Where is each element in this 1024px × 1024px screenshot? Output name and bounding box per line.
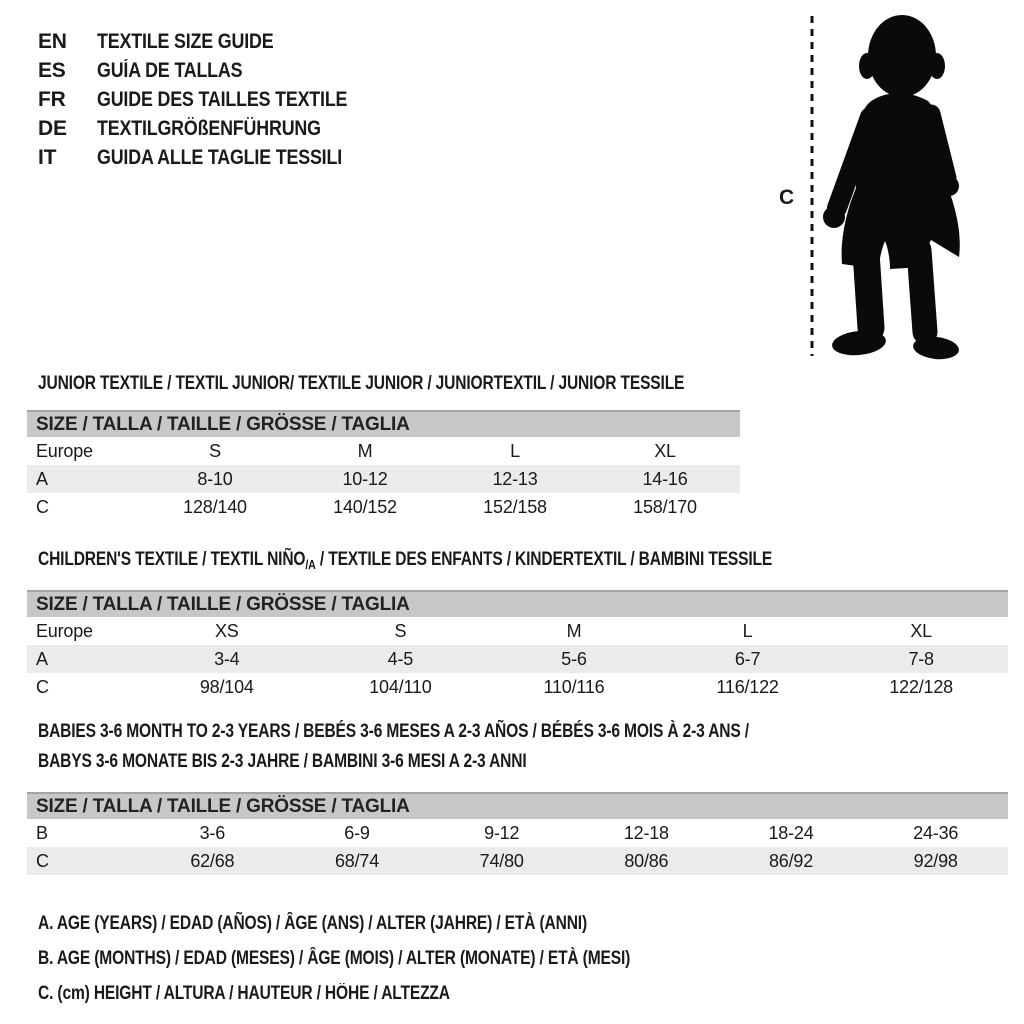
- size-cell: S: [394, 620, 407, 641]
- footnote-height: C. (cm) HEIGHT / ALTURA / HAUTEUR / HÖHE / ALTEZZA: [38, 983, 450, 1004]
- value-cell: 80/86: [624, 850, 669, 871]
- row-label: C: [36, 850, 49, 871]
- value-cell: 68/74: [334, 850, 380, 871]
- language-code: FR: [38, 87, 66, 111]
- value-cell: 24-36: [913, 822, 959, 843]
- value-cell: 110/116: [543, 676, 605, 697]
- size-cell: M: [566, 620, 582, 641]
- region-label: Europe: [36, 440, 93, 461]
- babies-section-heading: BABIES 3-6 MONTH TO 2-3 YEARS / BEBÉS 3-6 MESES A 2-3 AÑOS / BÉBÉS 3-6 MOIS À 2-3 ANS / BABYS 3-6 MONATE BIS 2-3 JAHRE / BAMBINI 3-6 MESI A 2-3 ANNI: [38, 721, 749, 772]
- value-cell: 98/104: [199, 676, 254, 697]
- language-row: [38, 56, 391, 85]
- footnote-age-years: A. AGE (YEARS) / EDAD (AÑOS) / ÂGE (ANS) / ALTER (JAHRE) / ETÀ (ANNI): [38, 913, 587, 934]
- value-cell: 14-16: [642, 468, 688, 489]
- table-row-sizes: [27, 437, 740, 465]
- language-code: IT: [38, 145, 57, 169]
- value-cell: 122/128: [889, 676, 953, 697]
- value-cell: 3-6: [199, 822, 226, 843]
- language-row: [38, 27, 391, 56]
- value-cell: 4-5: [387, 648, 414, 669]
- size-header-band: SIZE / TALLA / TAILLE / GRÖSSE / TAGLIA: [27, 410, 740, 437]
- table-row-height: [27, 673, 1008, 701]
- value-cell: 10-12: [342, 468, 388, 489]
- row-label: C: [36, 496, 49, 517]
- table-row-height: [27, 493, 740, 521]
- row-label: A: [36, 468, 48, 489]
- value-cell: 12-18: [623, 822, 669, 843]
- language-row: [38, 143, 391, 172]
- size-header-band: SIZE / TALLA / TAILLE / GRÖSSE / TAGLIA: [27, 590, 1008, 617]
- value-cell: 140/152: [333, 496, 397, 517]
- value-cell: 86/92: [769, 850, 814, 871]
- language-title: TEXTILGRÖßENFÜHRUNG: [97, 116, 321, 140]
- junior-section-heading: JUNIOR TEXTILE / TEXTIL JUNIOR/ TEXTILE JUNIOR / JUNIORTEXTIL / JUNIOR TESSILE: [38, 373, 685, 394]
- value-cell: 104/110: [369, 676, 432, 697]
- value-cell: 158/170: [633, 496, 697, 517]
- value-cell: 7-8: [908, 648, 934, 669]
- value-cell: 74/80: [479, 850, 524, 871]
- table-row-height: [27, 847, 1008, 875]
- size-cell: S: [209, 440, 221, 461]
- value-cell: 9-12: [484, 822, 520, 843]
- table-row-age: [27, 645, 1008, 673]
- language-title: TEXTILE SIZE GUIDE: [97, 29, 274, 53]
- toddler-figure: [823, 15, 960, 360]
- language-title: GUIDE DES TAILLES TEXTILE: [97, 87, 348, 111]
- value-cell: 8-10: [197, 468, 233, 489]
- toddler-silhouette: [800, 10, 985, 360]
- region-label: Europe: [36, 620, 93, 641]
- language-row: [38, 114, 391, 143]
- language-row: [38, 85, 391, 114]
- row-label: A: [36, 648, 48, 669]
- height-label: C: [779, 186, 794, 209]
- babies-size-table: [27, 792, 1008, 875]
- value-cell: 12-13: [492, 468, 538, 489]
- size-cell: XL: [654, 440, 676, 461]
- row-label: B: [36, 822, 48, 843]
- size-header-band: SIZE / TALLA / TAILLE / GRÖSSE / TAGLIA: [27, 792, 1008, 819]
- value-cell: 128/140: [183, 496, 247, 517]
- footnote-age-months: B. AGE (MONTHS) / EDAD (MESES) / ÂGE (MOIS) / ALTER (MONATE) / ETÀ (MESI): [38, 948, 631, 969]
- language-title: GUÍA DE TALLAS: [97, 58, 243, 82]
- value-cell: 5-6: [561, 648, 587, 669]
- value-cell: 6-7: [734, 648, 761, 669]
- value-cell: 116/122: [716, 676, 779, 697]
- value-cell: 152/158: [483, 496, 547, 517]
- language-code: DE: [38, 116, 67, 140]
- size-cell: M: [357, 440, 373, 461]
- row-label: C: [36, 676, 49, 697]
- table-row-age-months: [27, 819, 1008, 847]
- heading-subscript: /A: [305, 557, 316, 572]
- language-title: GUIDA ALLE TAGLIE TESSILI: [97, 145, 342, 169]
- language-list: [38, 27, 391, 172]
- value-cell: 62/68: [190, 850, 235, 871]
- size-cell: XL: [910, 620, 932, 641]
- size-cell: L: [510, 440, 520, 461]
- table-row-age: [27, 465, 740, 493]
- language-code: ES: [38, 58, 66, 82]
- language-code: EN: [38, 29, 67, 53]
- children-size-table: [27, 590, 1008, 701]
- table-row-sizes: [27, 617, 1008, 645]
- value-cell: 3-4: [214, 648, 240, 669]
- size-cell: XS: [214, 620, 239, 641]
- size-cell: L: [742, 620, 753, 641]
- children-section-heading: CHILDREN'S TEXTILE / TEXTIL $NIÑO_{/A}$ / TEXTILE DES ENFANTS / KINDERTEXTIL / BAMBINI TESSILE: [38, 549, 773, 572]
- value-cell: 6-9: [344, 822, 370, 843]
- value-cell: 92/98: [913, 850, 958, 871]
- junior-size-table: [27, 410, 740, 521]
- footnotes: [38, 913, 760, 1018]
- value-cell: 18-24: [768, 822, 814, 843]
